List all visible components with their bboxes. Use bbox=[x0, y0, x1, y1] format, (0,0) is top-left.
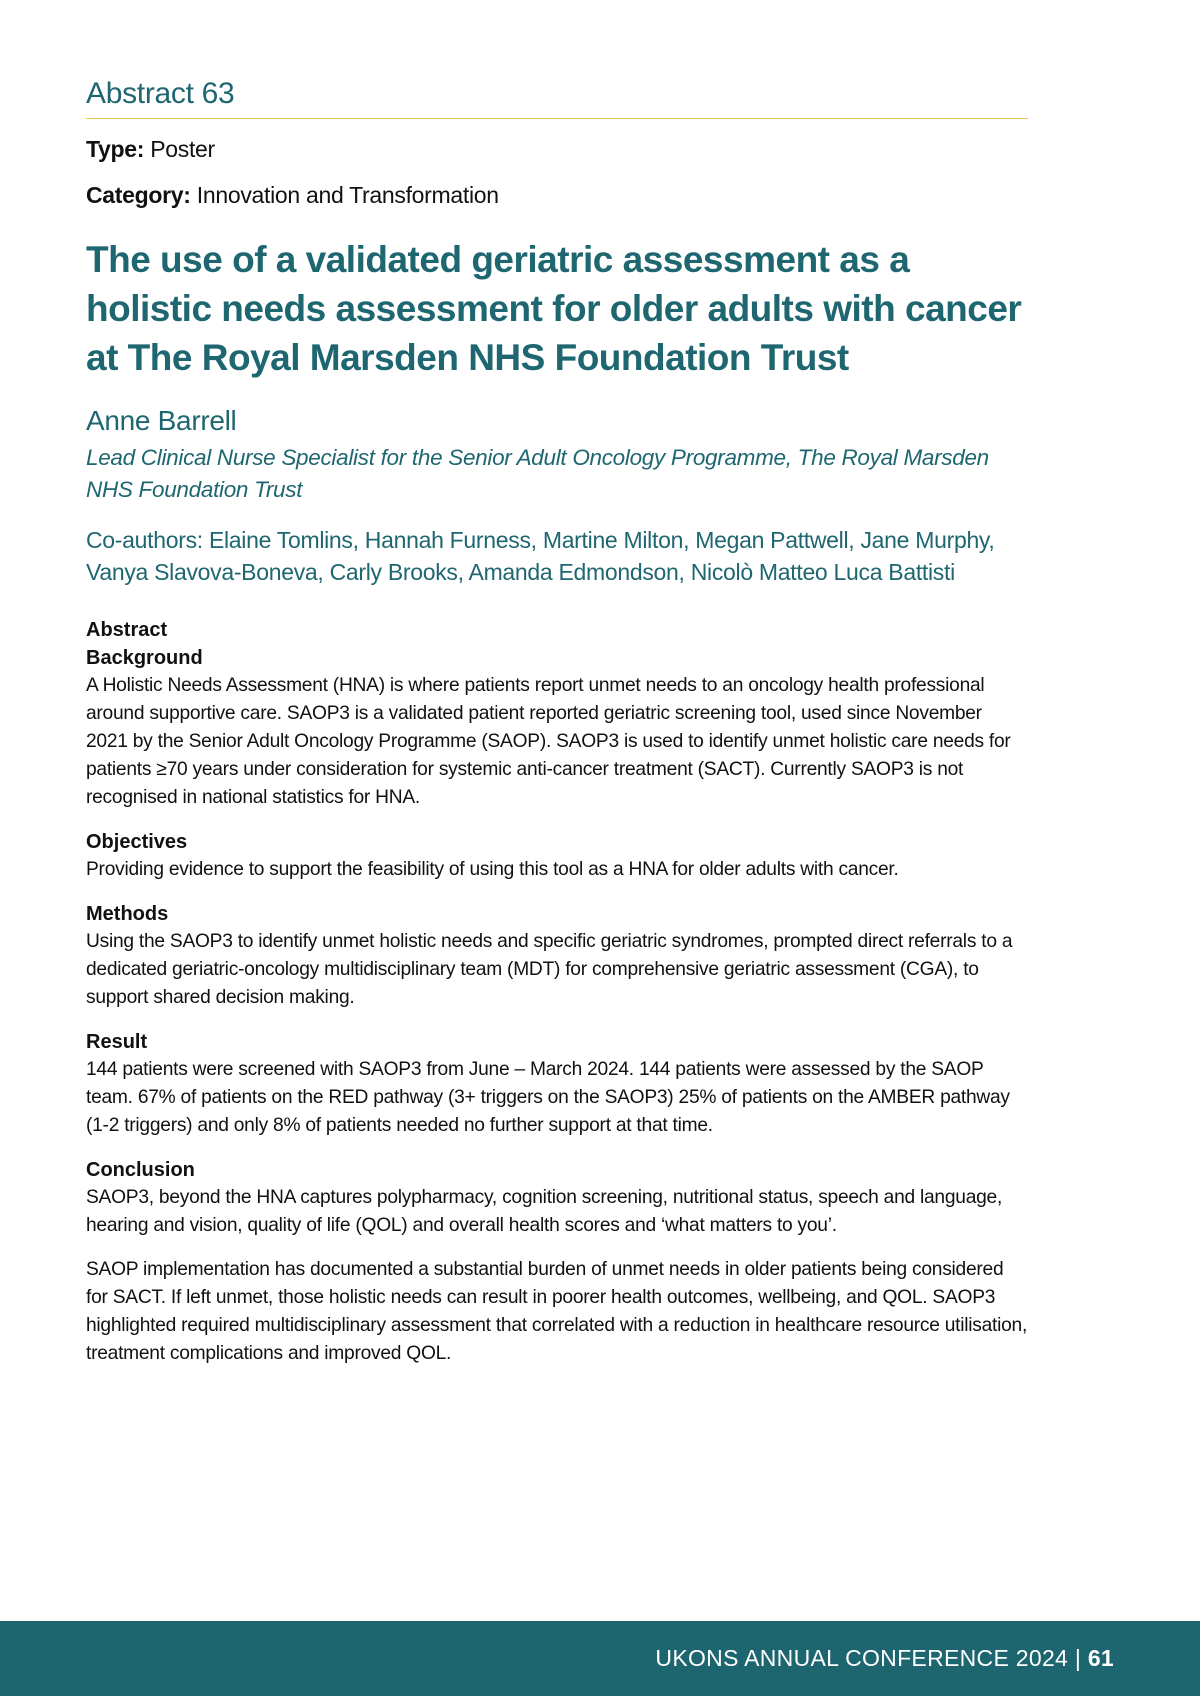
conference-name: UKONS ANNUAL CONFERENCE 2024 bbox=[655, 1645, 1069, 1671]
abstract-title: The use of a validated geriatric assessment as a holistic needs assessment for older adults with cancer at The Royal Marsden NHS Foundation Trust bbox=[86, 239, 1022, 379]
result-heading: Result bbox=[86, 1030, 148, 1053]
abstract-heading: Abstract bbox=[86, 618, 168, 641]
abstract-number: Abstract 63 bbox=[86, 76, 1028, 119]
background-text: A Holistic Needs Assessment (HNA) is where patients report unmet needs to an oncology health professional around supportive care. SAOP3 is a validated patient reported geriatric screening tool, used since November 2021 by the Senior Adult Oncology Programme (SAOP). SAOP3 is used to identify unmet holistic care needs for patients ≥70 years under consideration for systemic anti-cancer treatment (SACT). Currently SAOP3 is not recognised in national statistics for HNA. bbox=[86, 674, 1011, 808]
objectives-heading: Objectives bbox=[86, 830, 188, 853]
category-line bbox=[86, 179, 1028, 211]
category-value: Innovation and Transformation bbox=[196, 182, 499, 209]
category-label: Category: bbox=[86, 182, 191, 209]
type-value: Poster bbox=[150, 136, 215, 162]
methods-text: Using the SAOP3 to identify unmet holistic needs and specific geriatric syndromes, prompted direct referrals to a dedicated geriatric-oncology multidisciplinary team (MDT) for comprehensive geriatric assessment (CGA), to support shared decision making. bbox=[86, 930, 1013, 1008]
coauthors: Co-authors: Elaine Tomlins, Hannah Furness, Martine Milton, Megan Pattwell, Jane Murphy, Vanya Slavova-Boneva, Carly Brooks, Amanda Edmondson, Nicolò Matteo Luca Battisti bbox=[86, 526, 995, 585]
footer-separator: | bbox=[1068, 1645, 1088, 1671]
author-affiliation: Lead Clinical Nurse Specialist for the Senior Adult Oncology Programme, The Royal Marsden NHS Foundation Trust bbox=[86, 444, 989, 502]
footer-bar bbox=[0, 1621, 1200, 1696]
author-name: Anne Barrell bbox=[86, 405, 237, 437]
type-label: Type: bbox=[86, 136, 145, 162]
objectives-text: Providing evidence to support the feasibility of using this tool as a HNA for older adults with cancer. bbox=[86, 858, 899, 880]
background-heading: Background bbox=[86, 646, 203, 669]
conclusion-text-1: SAOP3, beyond the HNA captures polypharmacy, cognition screening, nutritional status, speech and language, hearing and vision, quality of life (QOL) and overall health scores and ‘what matters to you’. bbox=[86, 1186, 1003, 1236]
conclusion-heading: Conclusion bbox=[86, 1158, 195, 1181]
result-text: 144 patients were screened with SAOP3 from June – March 2024. 144 patients were assessed by the SAOP team. 67% of patients on the RED pathway (3+ triggers on the SAOP3) 25% of patients on the AMBER pathway (1-2 triggers) and only 8% of patients needed no further support at that time. bbox=[86, 1058, 1010, 1136]
abstract-page bbox=[86, 76, 1028, 1368]
conclusion-text-2: SAOP implementation has documented a substantial burden of unmet needs in older patients being considered for SACT. If left unmet, those holistic needs can result in poorer health outcomes, wellbeing, and QOL. SAOP3 highlighted required multidisciplinary assessment that correlated with a reduction in healthcare resource utilisation, treatment complications and improved QOL. bbox=[86, 1258, 1028, 1364]
type-line bbox=[86, 133, 1028, 165]
footer-text bbox=[655, 1645, 1114, 1672]
methods-heading: Methods bbox=[86, 902, 169, 925]
page-number: 61 bbox=[1087, 1645, 1114, 1671]
